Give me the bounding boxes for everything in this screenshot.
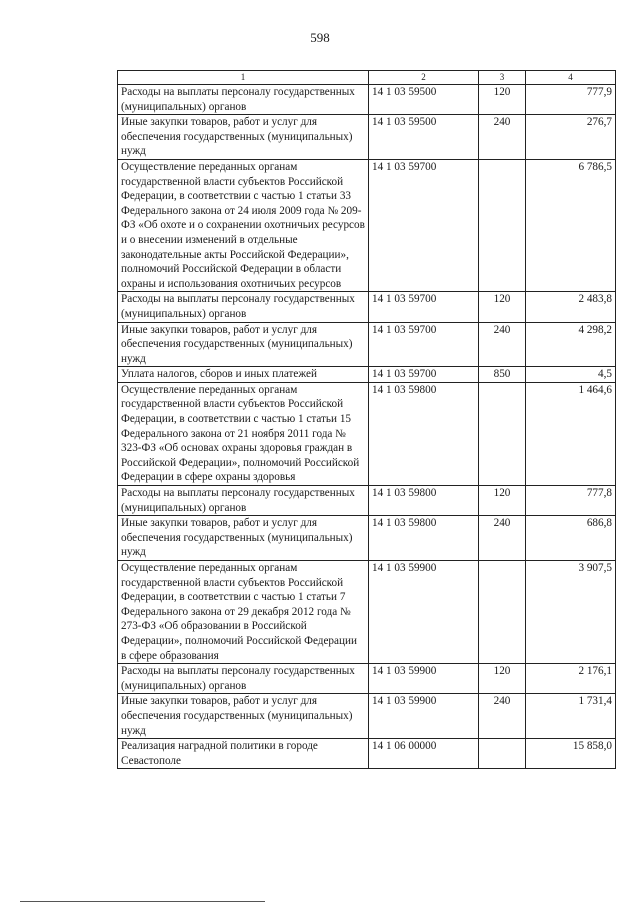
table-row bbox=[118, 561, 616, 664]
row-amount-cell: 777,9 bbox=[526, 85, 616, 115]
row-expense-type-cell bbox=[479, 159, 526, 291]
row-code-cell: 14 1 03 59500 bbox=[369, 115, 479, 160]
row-name-cell: Уплата налогов, сборов и иных платежей bbox=[118, 367, 369, 383]
row-code-cell: 14 1 03 59700 bbox=[369, 159, 479, 291]
row-amount-cell: 276,7 bbox=[526, 115, 616, 160]
column-header-amount: 4 bbox=[526, 71, 616, 85]
row-code-cell: 14 1 03 59900 bbox=[369, 561, 479, 664]
row-amount-cell: 15 858,0 bbox=[526, 739, 616, 769]
row-amount-cell: 686,8 bbox=[526, 516, 616, 561]
row-amount-cell: 1 731,4 bbox=[526, 694, 616, 739]
row-name-cell: Осуществление переданных органам государственной власти субъектов Российской Федерации, в соответствии с частью 1 статьи 7 Федерального закона от 29 декабря 2012 года № 273-ФЗ «Об образовании в Российской Федерации», полномочий Российской Федерации в сфере образования bbox=[118, 561, 369, 664]
table-row bbox=[118, 367, 616, 383]
row-code-cell: 14 1 03 59800 bbox=[369, 382, 479, 485]
row-amount-cell: 777,8 bbox=[526, 486, 616, 516]
row-expense-type-cell bbox=[479, 561, 526, 664]
column-header-name: 1 bbox=[118, 71, 369, 85]
row-amount-cell: 1 464,6 bbox=[526, 382, 616, 485]
row-name-cell: Иные закупки товаров, работ и услуг для обеспечения государственных (муниципальных) нужд bbox=[118, 115, 369, 160]
table-row bbox=[118, 516, 616, 561]
column-header-expense-type: 3 bbox=[479, 71, 526, 85]
row-amount-cell: 4 298,2 bbox=[526, 322, 616, 367]
row-code-cell: 14 1 03 59900 bbox=[369, 664, 479, 694]
table-row bbox=[118, 486, 616, 516]
row-expense-type-cell: 850 bbox=[479, 367, 526, 383]
row-name-cell: Расходы на выплаты персоналу государственных (муниципальных) органов bbox=[118, 292, 369, 322]
row-expense-type-cell: 240 bbox=[479, 322, 526, 367]
table-row bbox=[118, 322, 616, 367]
table-row bbox=[118, 664, 616, 694]
table-row bbox=[118, 159, 616, 291]
row-expense-type-cell: 240 bbox=[479, 694, 526, 739]
row-amount-cell: 6 786,5 bbox=[526, 159, 616, 291]
row-code-cell: 14 1 03 59900 bbox=[369, 694, 479, 739]
row-name-cell: Иные закупки товаров, работ и услуг для обеспечения государственных (муниципальных) нужд bbox=[118, 694, 369, 739]
row-expense-type-cell: 240 bbox=[479, 115, 526, 160]
row-amount-cell: 4,5 bbox=[526, 367, 616, 383]
table-row bbox=[118, 739, 616, 769]
row-expense-type-cell: 120 bbox=[479, 486, 526, 516]
row-expense-type-cell bbox=[479, 739, 526, 769]
row-code-cell: 14 1 03 59700 bbox=[369, 292, 479, 322]
row-name-cell: Реализация наградной политики в городе Севастополе bbox=[118, 739, 369, 769]
row-name-cell: Иные закупки товаров, работ и услуг для обеспечения государственных (муниципальных) нужд bbox=[118, 516, 369, 561]
column-header-code: 2 bbox=[369, 71, 479, 85]
table-header-row bbox=[118, 71, 616, 85]
row-name-cell: Иные закупки товаров, работ и услуг для обеспечения государственных (муниципальных) нужд bbox=[118, 322, 369, 367]
row-amount-cell: 2 176,1 bbox=[526, 664, 616, 694]
budget-table bbox=[117, 70, 616, 769]
table-row bbox=[118, 115, 616, 160]
table-row bbox=[118, 292, 616, 322]
row-code-cell: 14 1 03 59700 bbox=[369, 322, 479, 367]
page-number: 598 bbox=[310, 30, 330, 45]
row-expense-type-cell: 120 bbox=[479, 664, 526, 694]
row-code-cell: 14 1 03 59800 bbox=[369, 516, 479, 561]
footer-rule bbox=[20, 901, 265, 902]
row-amount-cell: 3 907,5 bbox=[526, 561, 616, 664]
row-amount-cell: 2 483,8 bbox=[526, 292, 616, 322]
row-code-cell: 14 1 03 59500 bbox=[369, 85, 479, 115]
row-expense-type-cell: 240 bbox=[479, 516, 526, 561]
row-expense-type-cell: 120 bbox=[479, 292, 526, 322]
row-name-cell: Осуществление переданных органам государственной власти субъектов Российской Федерации, в соответствии с частью 1 статьи 33 Федерального закона от 24 июля 2009 года № 209-ФЗ «Об охоте и о сохранении охотничьих ресурсов и о внесении изменений в отдельные законодательные акты Российской Федерации», полномочий Российской Федерации в области охраны и использования охотничьих ресурсов bbox=[118, 159, 369, 291]
row-name-cell: Расходы на выплаты персоналу государственных (муниципальных) органов bbox=[118, 85, 369, 115]
table-row bbox=[118, 382, 616, 485]
row-code-cell: 14 1 03 59700 bbox=[369, 367, 479, 383]
row-name-cell: Осуществление переданных органам государственной власти субъектов Российской Федерации, в соответствии с частью 1 статьи 15 Федерального закона от 21 ноября 2011 года № 323-ФЗ «Об основах охраны здоровья граждан в Российской Федерации», полномочий Российской Федерации в сфере охраны здоровья bbox=[118, 382, 369, 485]
row-code-cell: 14 1 06 00000 bbox=[369, 739, 479, 769]
row-expense-type-cell bbox=[479, 382, 526, 485]
row-expense-type-cell: 120 bbox=[479, 85, 526, 115]
row-name-cell: Расходы на выплаты персоналу государственных (муниципальных) органов bbox=[118, 486, 369, 516]
row-name-cell: Расходы на выплаты персоналу государственных (муниципальных) органов bbox=[118, 664, 369, 694]
table-row bbox=[118, 694, 616, 739]
row-code-cell: 14 1 03 59800 bbox=[369, 486, 479, 516]
table-row bbox=[118, 85, 616, 115]
